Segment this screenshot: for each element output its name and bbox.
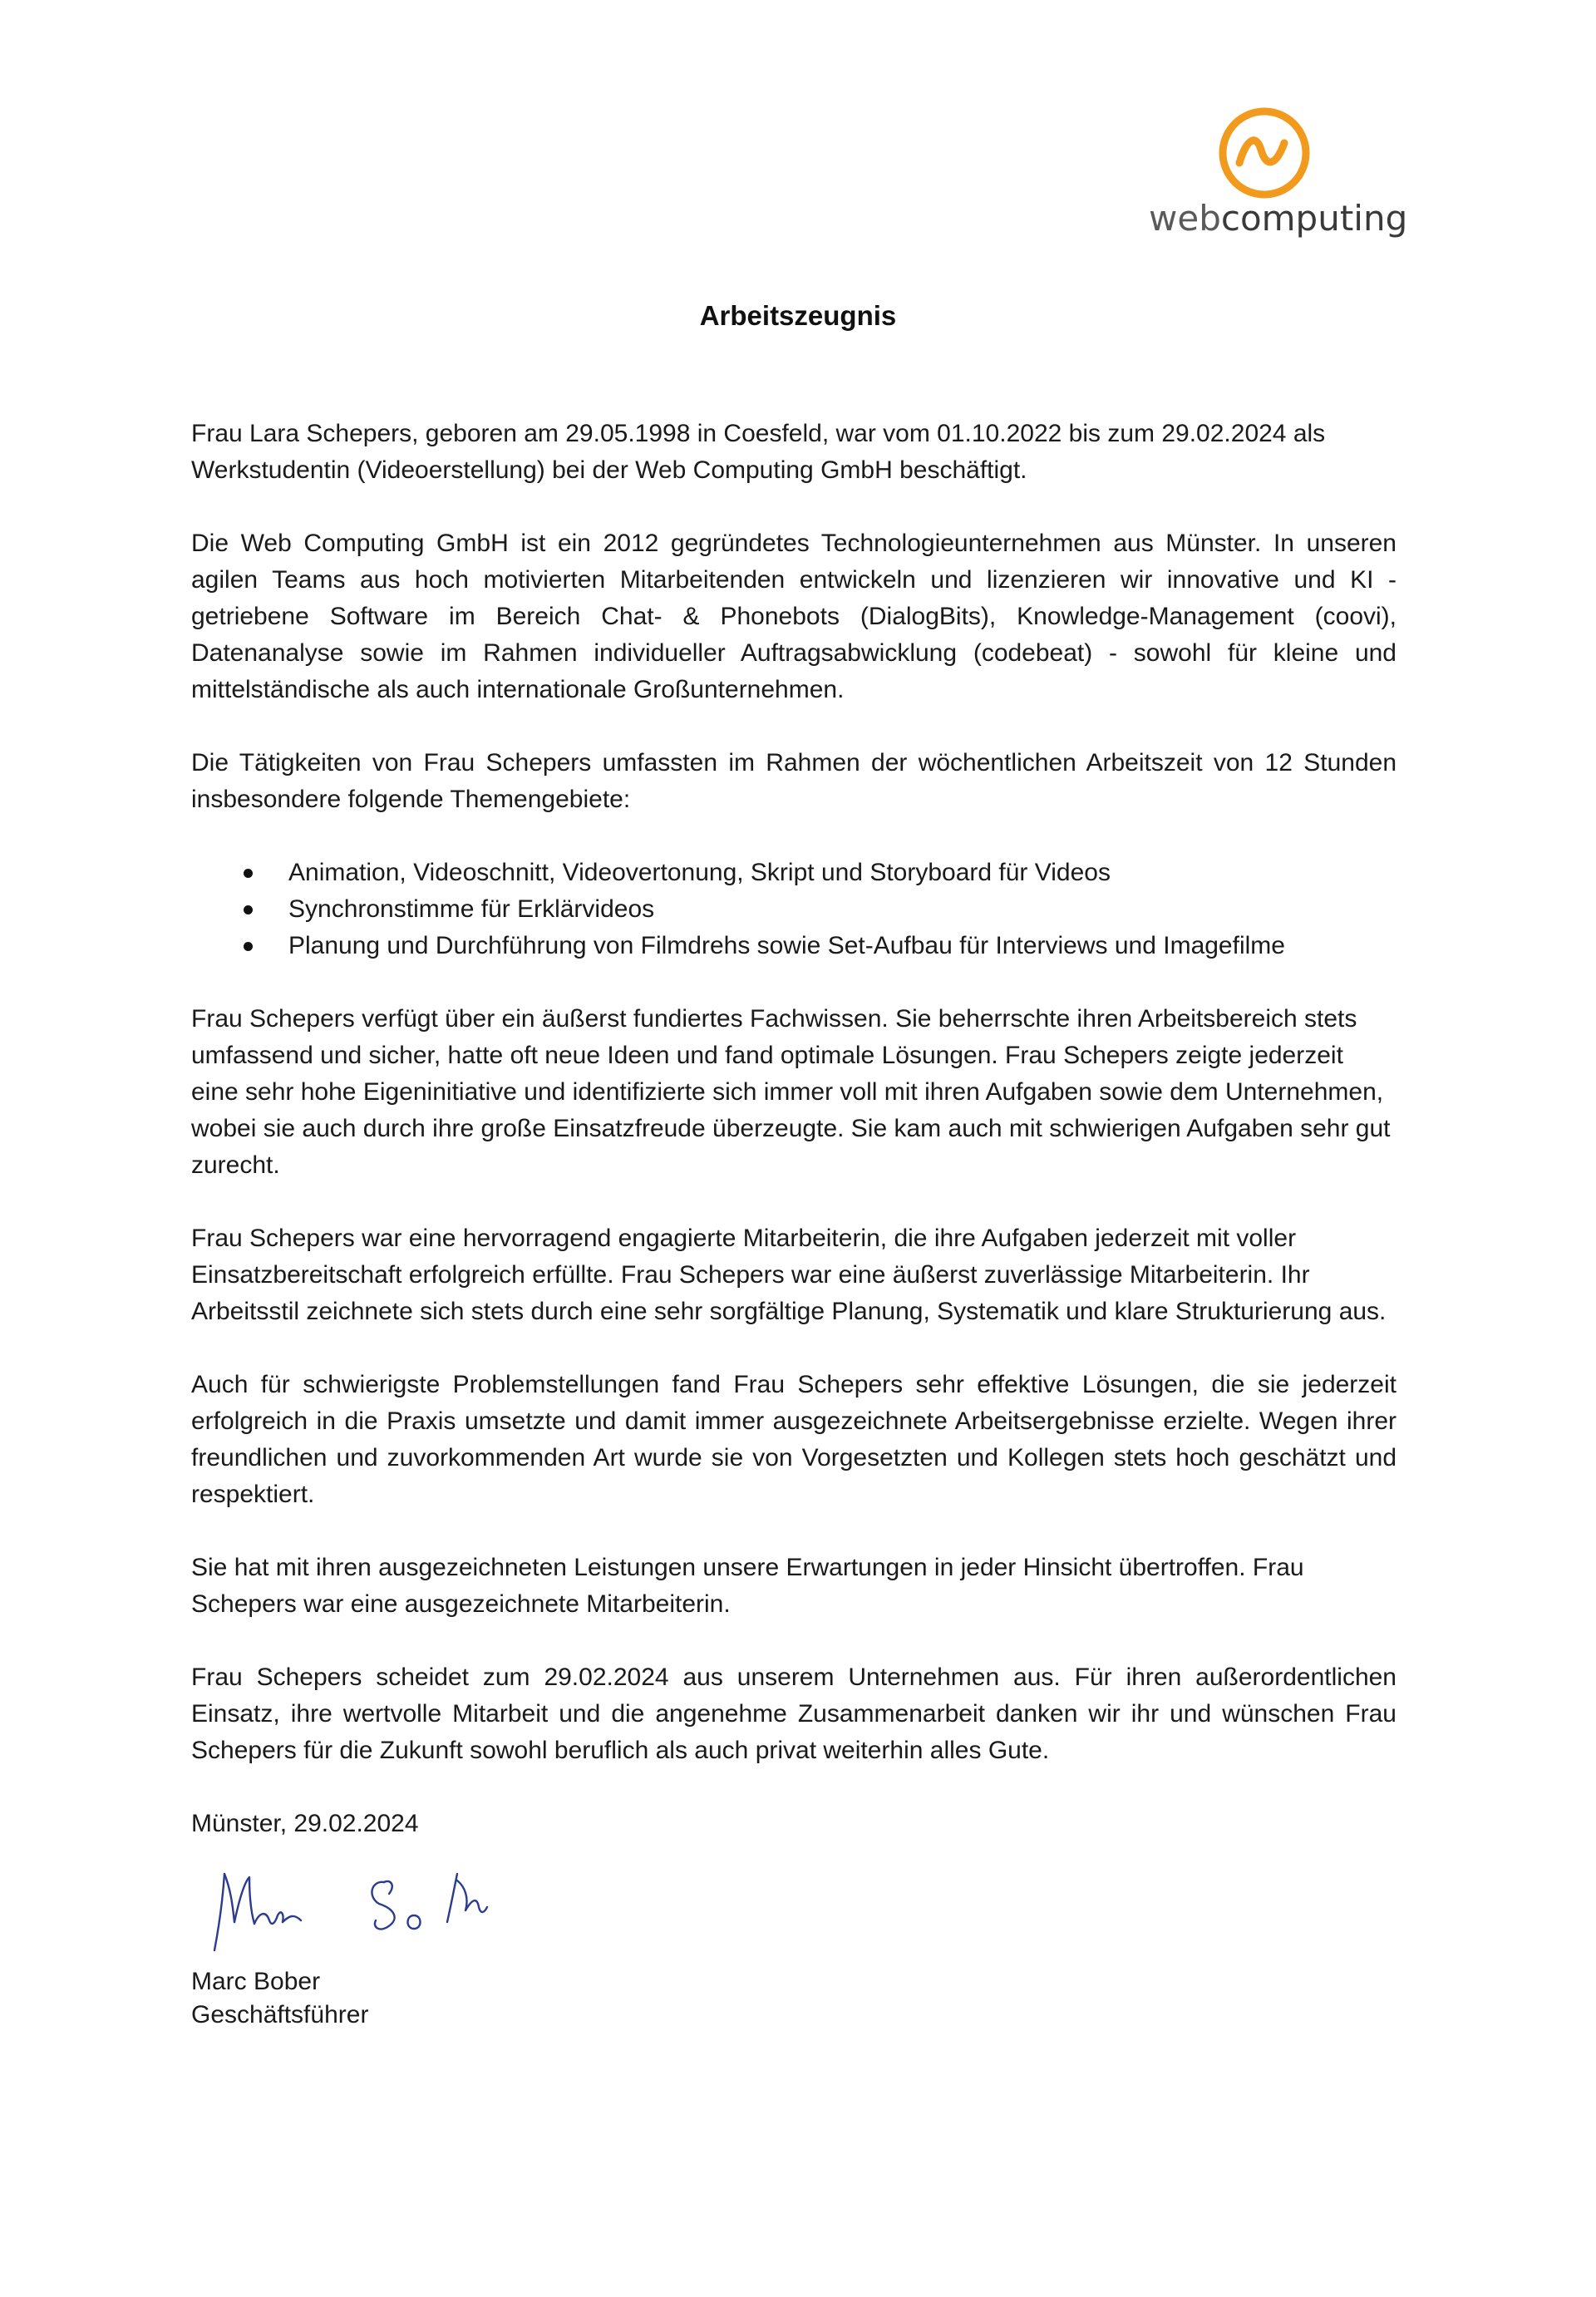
place-date: Münster, 29.02.2024 [191, 1810, 419, 1837]
signature [191, 1849, 1396, 1965]
paragraph-expertise: Frau Schepers verfügt über ein äußerst fundiertes Fachwissen. Sie beherrschte ihren Arbeitsbereich stets umfassend und sicher, hatte oft neue Ideen und fand optimale Lösungen. Frau Schepers zeigte jederzeit eine sehr hohe Eigeninitiative und identifizierte sich immer voll mit ihren Aufgaben sowie dem Unternehmen, wobei sie auch durch ihre große Einsatzfreude überzeugte. Sie kam auch mit schwierigen Aufgaben sehr gut zurecht. [191, 1005, 1391, 1179]
task-list [191, 855, 1396, 964]
logo-text-web: web [1149, 198, 1221, 239]
list-item: Synchronstimme für Erklärvideos [191, 891, 1396, 928]
document-body [191, 416, 1396, 2032]
document-title: Arbeitszeugnis [699, 300, 897, 331]
signer-role: Geschäftsführer [191, 2001, 369, 2028]
handwritten-signature-icon [191, 1849, 540, 1965]
company-logo [1139, 100, 1408, 249]
paragraph-farewell: Frau Schepers scheidet zum 29.02.2024 aus unserem Unternehmen aus. Für ihren außerordentlichen Einsatz, ihre wertvolle Mitarbeit und die angenehme Zusammenarbeit danken wir ihr und wünschen Frau Schepers für die Zukunft sowohl beruflich als auch privat weiterhin alles Gute. [191, 1664, 1396, 1764]
paragraph-problem-solving: Auch für schwierigste Problemstellungen fand Frau Schepers sehr effektive Lösungen, die sie jederzeit erfolgreich in die Praxis umsetzte und damit immer ausgezeichnete Arbeitsergebnisse erzielte. Wegen ihrer freundlichen und zuvorkommenden Art wurde sie von Vorgesetzten und Kollegen stets hoch geschätzt und respektiert. [191, 1371, 1396, 1508]
logo-wordmark [1149, 198, 1407, 239]
paragraph-tasks-intro: Die Tätigkeiten von Frau Schepers umfassten im Rahmen der wöchentlichen Arbeitszeit von 12 Stunden insbesondere folgende Themengebiete: [191, 749, 1396, 813]
web-computing-logo-icon [1218, 106, 1311, 200]
list-item: Animation, Videoschnitt, Videovertonung, Skript und Storyboard für Videos [191, 855, 1396, 891]
list-item: Planung und Durchführung von Filmdrehs sowie Set-Aufbau für Interviews und Imagefilme [191, 928, 1396, 964]
signer-name: Marc Bober [191, 1968, 321, 1995]
paragraph-performance: Sie hat mit ihren ausgezeichneten Leistungen unsere Erwartungen in jeder Hinsicht übertroffen. Frau Schepers war eine ausgezeichnete Mitarbeiterin. [191, 1554, 1304, 1618]
paragraph-engagement: Frau Schepers war eine hervorragend engagierte Mitarbeiterin, die ihre Aufgaben jederzeit mit voller Einsatzbereitschaft erfolgreich erfüllte. Frau Schepers war eine äußerst zuverlässige Mitarbeiterin. Ihr Arbeitsstil zeichnete sich stets durch eine sehr sorgfältige Planung, Systematik und klare Strukturierung aus. [191, 1225, 1387, 1325]
paragraph-company: Die Web Computing GmbH ist ein 2012 gegründetes Technologieunternehmen aus Münster. In unseren agilen Teams aus hoch motivierten Mitarbeitenden entwickeln und lizenzieren wir innovative und KI - getriebene Software im Bereich Chat- & Phonebots (DialogBits), Knowledge-Management (coovi), Datenanalyse sowie im Rahmen individueller Auftragsabwicklung (codebeat) - sowohl für kleine und mittelständische als auch internationale Großunternehmen. [191, 530, 1396, 703]
logo-text-computing: computing [1220, 198, 1408, 239]
paragraph-intro: Frau Lara Schepers, geboren am 29.05.1998 in Coesfeld, war vom 01.10.2022 bis zum 29.02.2024 als Werkstudentin (Videoerstellung) bei der Web Computing GmbH beschäftigt. [191, 420, 1326, 484]
